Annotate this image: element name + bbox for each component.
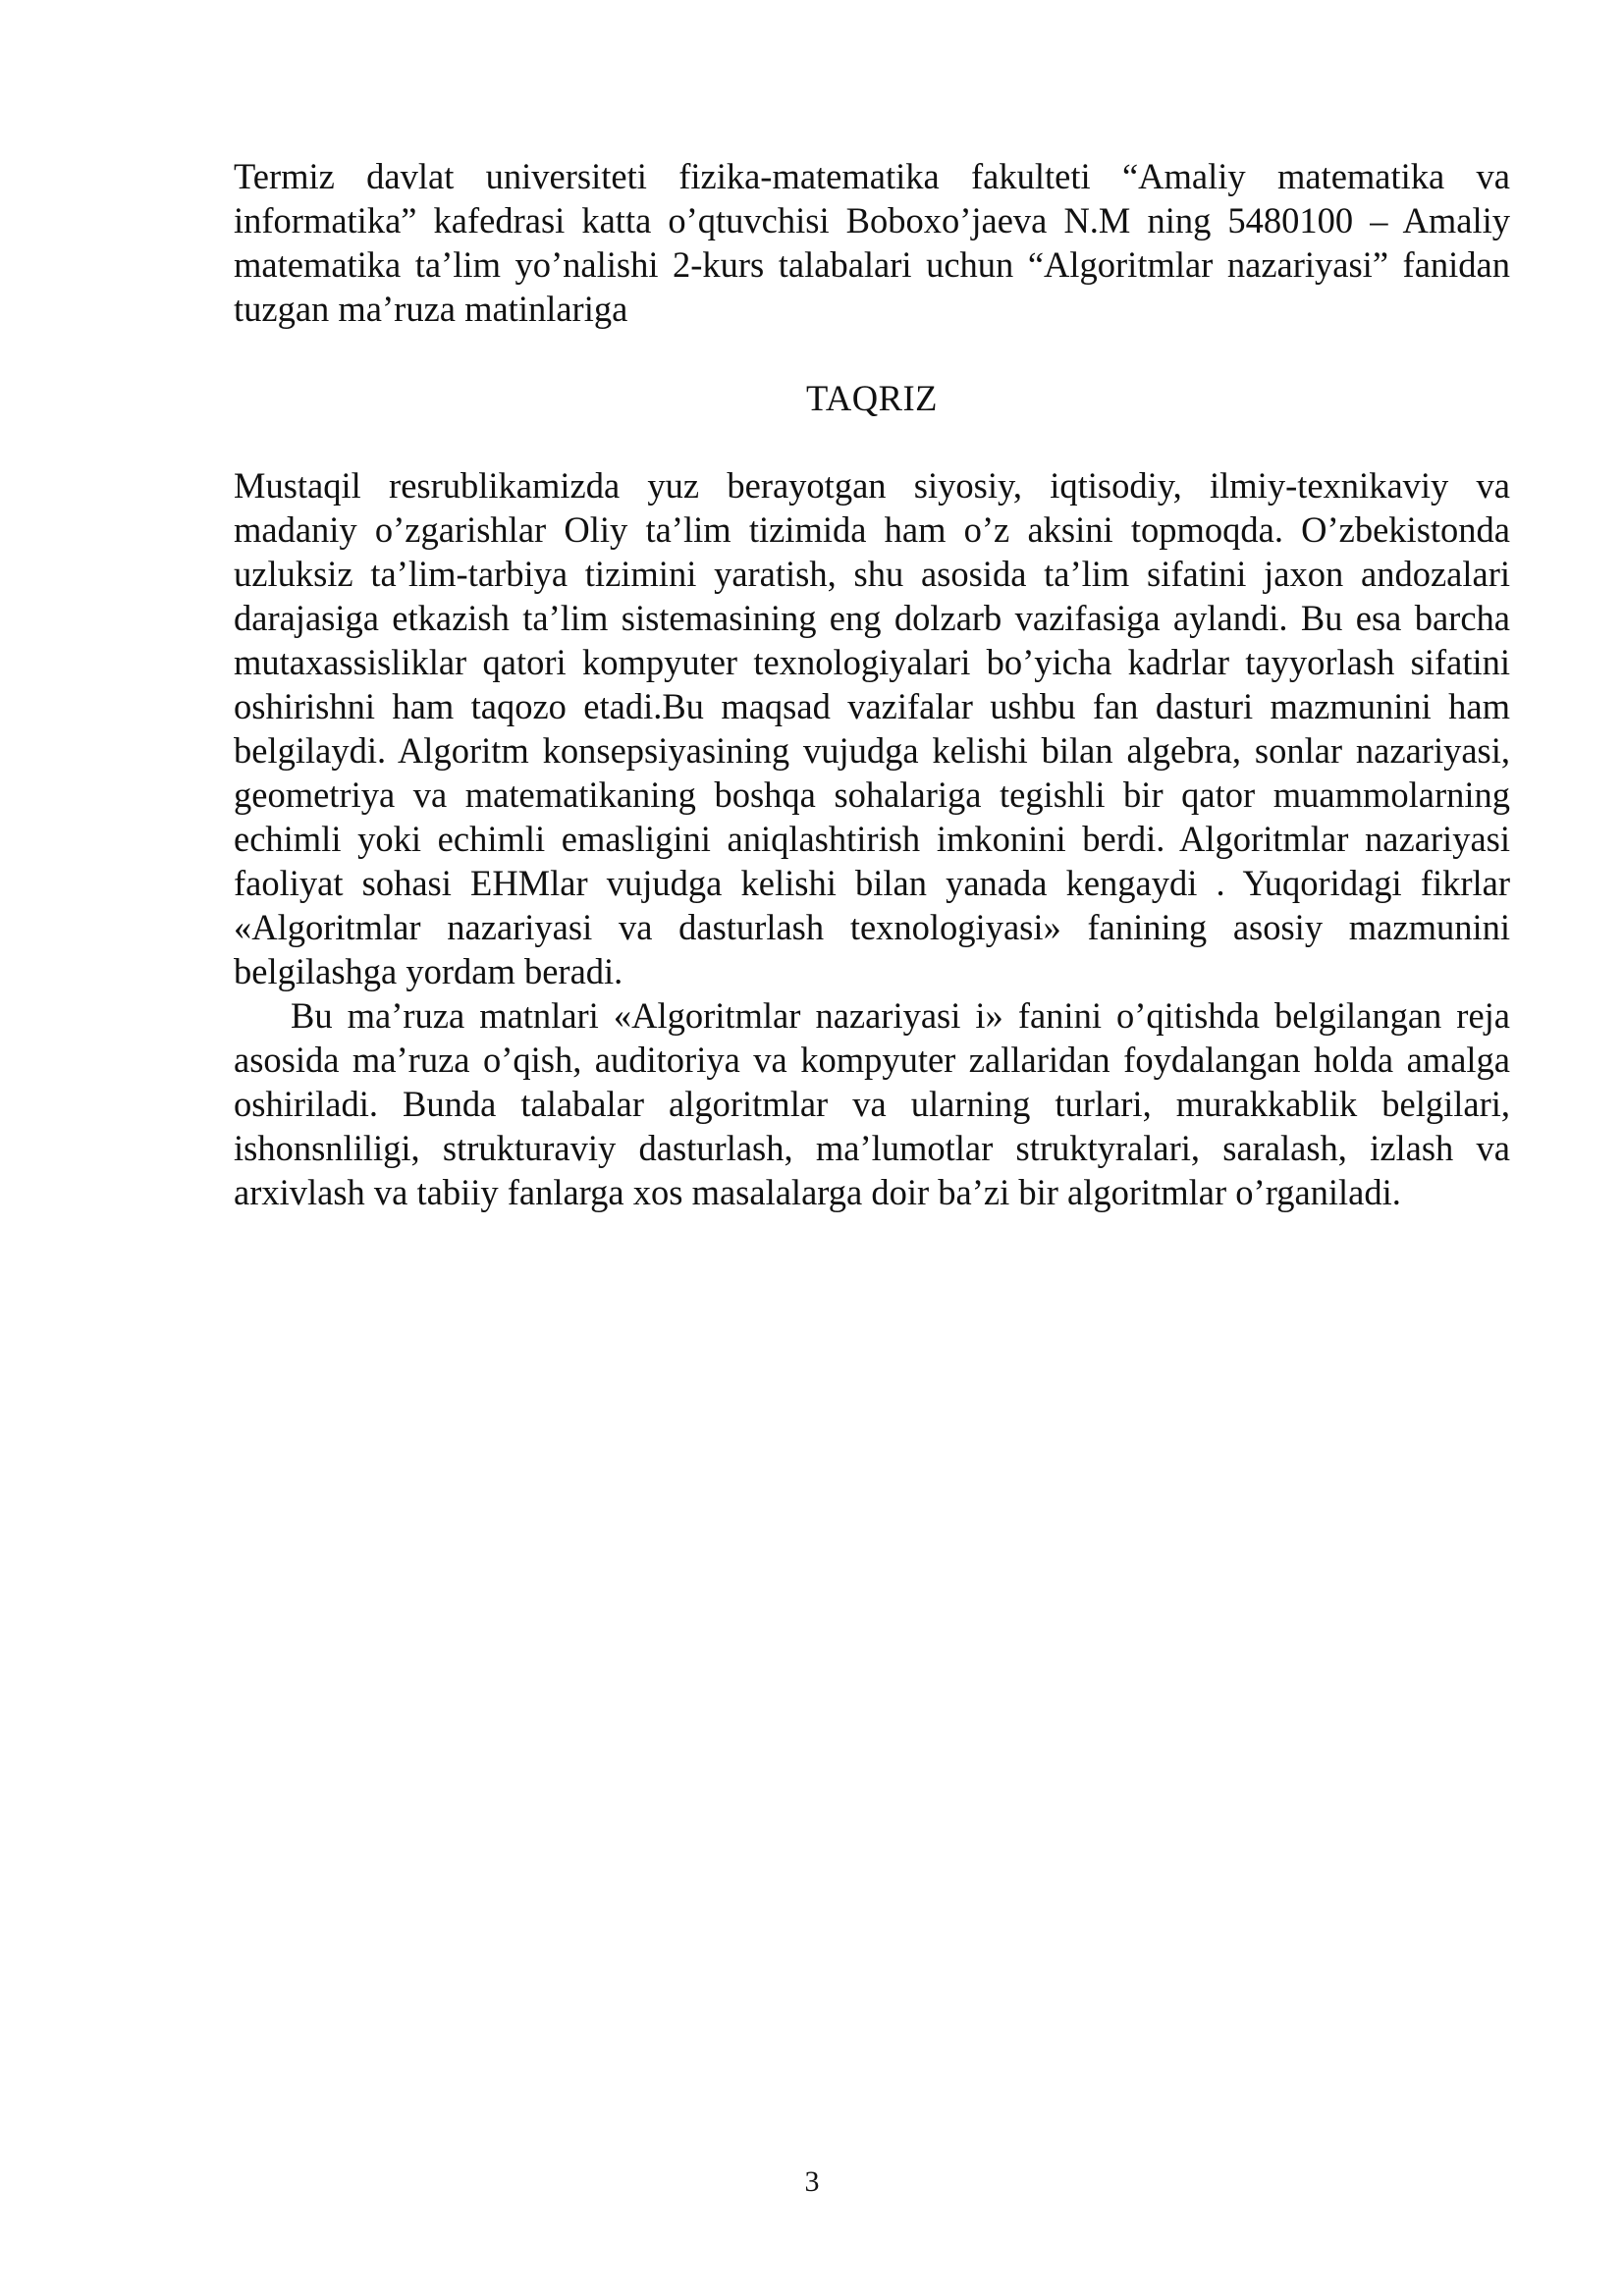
body-text	[234, 463, 1510, 1214]
document-title: TAQRIZ	[806, 378, 938, 418]
body-paragraph-1: Mustaqil resrublikamizda yuz berayotgan siyosiy, iqtisodiy, ilmiy-texnikaviy va madaniy o’zgarishlar Oliy ta’lim tizimida ham o’z aksini topmoqda. O’zbekistonda uzluksiz ta’lim-tarbiya tizimini yaratish, shu asosida ta’lim sifatini jaxon andozalari darajasiga etkazish ta’lim sistemasining eng dolzarb vazifasiga aylandi. Bu esa barcha mutaxassisliklar qatori kompyuter texnologiyalari bo’yicha kadrlar tayyorlash sifatini oshirishni ham taqozo etadi.Bu maqsad vazifalar ushbu fan dasturi mazmunini ham belgilaydi. Algoritm konsepsiyasining vujudga kelishi bilan algebra, sonlar nazariyasi, geometriya va matematikaning boshqa sohalariga tegishli bir qator muammolarning echimli yoki echimli emasligini aniqlashtirish imkonini berdi. Algoritmlar nazariyasi faoliyat sohasi EHMlar vujudga kelishi bilan yanada kengaydi . Yuqoridagi fikrlar «Algoritmlar nazariyasi va dasturlash texnologiyasi» fanining asosiy mazmunini belgilashga yordam beradi.	[234, 465, 1510, 991]
body-paragraph-2: Bu ma’ruza matnlari «Algoritmlar nazariyasi i» fanini o’qitishda belgilangan reja asosida ma’ruza o’qish, auditoriya va kompyuter zallaridan foydalangan holda amalga oshiriladi. Bunda talabalar algoritmlar va ularning turlari, murakkablik belgilari, ishonsnliligi, strukturaviy dasturlash, ma’lumotlar struktyralari, saralash, izlash va arxivlash va tabiiy fanlarga xos masalalarga doir ba’zi bir algoritmlar o’rganiladi.	[234, 995, 1510, 1212]
page-number: 3	[804, 2165, 820, 2198]
intro-paragraph: Termiz davlat universiteti fizika-matematika fakulteti “Amaliy matematika va informatika” kafedrasi katta o’qtuvchisi Boboxo’jaeva N.M ning 5480100 – Amaliy matematika ta’lim yo’nalishi 2-kurs talabalari uchun “Algoritmlar nazariyasi” fanidan tuzgan ma’ruza matinlariga	[234, 156, 1510, 329]
